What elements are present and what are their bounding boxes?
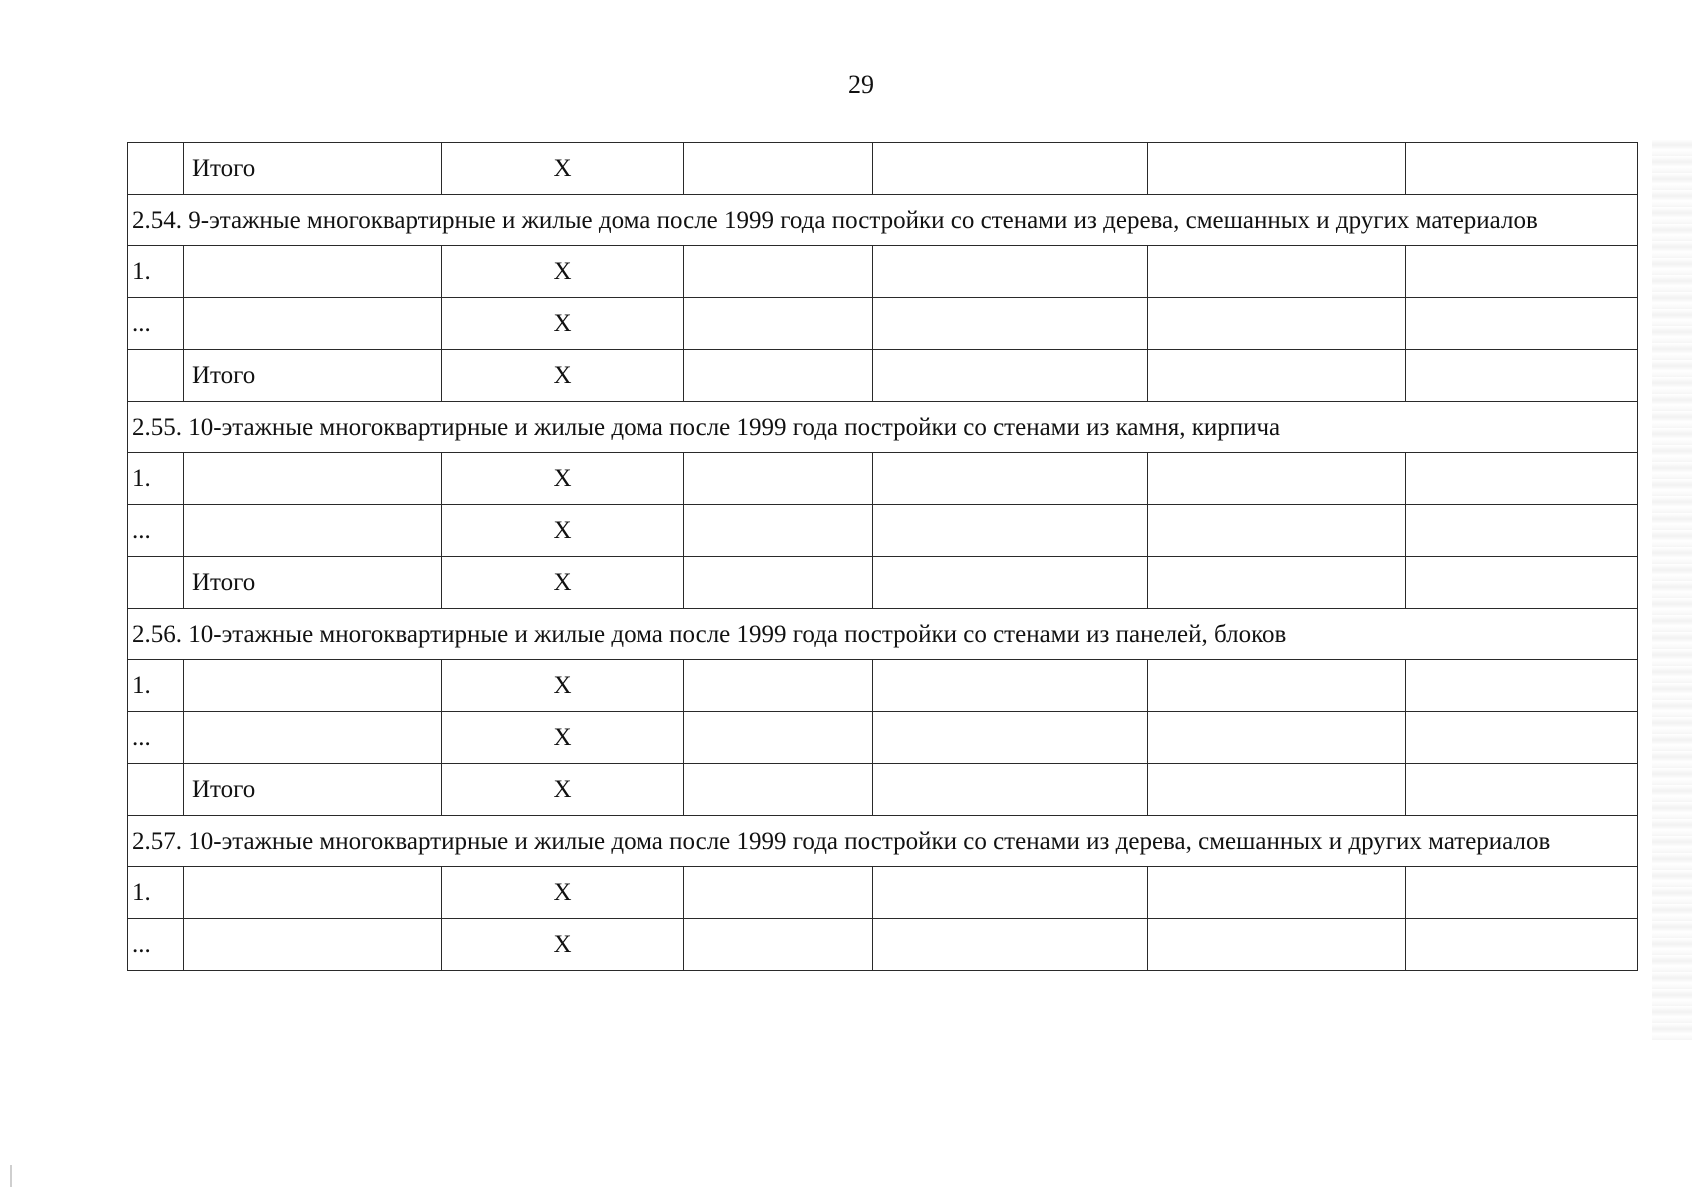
value-cell <box>1148 298 1406 350</box>
table-row-total <box>128 350 1638 402</box>
value-cell <box>1406 712 1638 764</box>
table-row <box>128 298 1638 350</box>
row-label-cell <box>184 660 442 712</box>
value-cell <box>684 505 873 557</box>
table-row <box>128 919 1638 971</box>
value-cell <box>1406 246 1638 298</box>
value-cell <box>1406 660 1638 712</box>
value-cell <box>1406 919 1638 971</box>
table-row-total <box>128 764 1638 816</box>
table-row <box>128 660 1638 712</box>
row-label-cell <box>184 867 442 919</box>
value-cell <box>873 712 1148 764</box>
row-number-cell: ... <box>128 505 184 557</box>
row-number-cell: 1. <box>128 246 184 298</box>
value-cell <box>873 505 1148 557</box>
row-number-cell <box>128 143 184 195</box>
row-label-cell: Итого <box>184 350 442 402</box>
row-number-cell: ... <box>128 712 184 764</box>
value-cell <box>684 143 873 195</box>
value-cell <box>1148 350 1406 402</box>
page-number: 29 <box>848 70 874 99</box>
value-cell <box>684 350 873 402</box>
table-row <box>128 453 1638 505</box>
value-cell <box>1148 919 1406 971</box>
value-cell <box>873 557 1148 609</box>
value-cell <box>1406 505 1638 557</box>
value-cell <box>873 660 1148 712</box>
section-title: 2.55. 10-этажные многоквартирные и жилые дома после 1999 года постройки со стенами из камня, кирпича <box>128 402 1638 453</box>
row-label-cell <box>184 712 442 764</box>
table-body <box>128 143 1638 971</box>
row-number-cell: 1. <box>128 867 184 919</box>
scan-mark-artifact <box>10 1165 12 1187</box>
value-cell <box>1406 143 1638 195</box>
value-cell <box>684 919 873 971</box>
row-label-cell: Итого <box>184 557 442 609</box>
value-cell <box>1148 867 1406 919</box>
value-cell <box>1406 350 1638 402</box>
value-cell <box>684 246 873 298</box>
value-cell <box>1406 867 1638 919</box>
value-cell <box>873 919 1148 971</box>
table-row <box>128 246 1638 298</box>
value-cell <box>873 764 1148 816</box>
value-cell <box>684 298 873 350</box>
row-mark-cell: X <box>442 867 684 919</box>
row-number-cell: ... <box>128 298 184 350</box>
row-number-cell <box>128 764 184 816</box>
table-row <box>128 867 1638 919</box>
value-cell <box>684 867 873 919</box>
row-label-cell <box>184 505 442 557</box>
value-cell <box>1406 453 1638 505</box>
row-label-cell <box>184 919 442 971</box>
row-number-cell: 1. <box>128 453 184 505</box>
section-title: 2.57. 10-этажные многоквартирные и жилые дома после 1999 года постройки со стенами из дерева, смешанных и других материалов <box>128 816 1638 867</box>
section-header-row <box>128 195 1638 246</box>
value-cell <box>684 557 873 609</box>
value-cell <box>1148 143 1406 195</box>
value-cell <box>1148 764 1406 816</box>
value-cell <box>1406 557 1638 609</box>
row-label-cell <box>184 453 442 505</box>
value-cell <box>684 453 873 505</box>
value-cell <box>684 764 873 816</box>
value-cell <box>1148 660 1406 712</box>
row-mark-cell: X <box>442 350 684 402</box>
data-table <box>127 142 1638 971</box>
row-mark-cell: X <box>442 453 684 505</box>
value-cell <box>1406 298 1638 350</box>
value-cell <box>1148 453 1406 505</box>
value-cell <box>1148 712 1406 764</box>
row-mark-cell: X <box>442 143 684 195</box>
table-row <box>128 712 1638 764</box>
value-cell <box>873 867 1148 919</box>
section-title: 2.56. 10-этажные многоквартирные и жилые дома после 1999 года постройки со стенами из панелей, блоков <box>128 609 1638 660</box>
section-title: 2.54. 9-этажные многоквартирные и жилые дома после 1999 года постройки со стенами из дерева, смешанных и других материалов <box>128 195 1638 246</box>
row-mark-cell: X <box>442 660 684 712</box>
row-mark-cell: X <box>442 557 684 609</box>
value-cell <box>873 350 1148 402</box>
value-cell <box>873 298 1148 350</box>
value-cell <box>1406 764 1638 816</box>
row-label-cell: Итого <box>184 764 442 816</box>
row-label-cell <box>184 246 442 298</box>
value-cell <box>873 143 1148 195</box>
row-mark-cell: X <box>442 919 684 971</box>
value-cell <box>873 453 1148 505</box>
value-cell <box>1148 557 1406 609</box>
section-header-row <box>128 816 1638 867</box>
value-cell <box>873 246 1148 298</box>
scan-edge-artifact <box>1652 140 1692 1040</box>
table-row-total <box>128 143 1638 195</box>
row-mark-cell: X <box>442 505 684 557</box>
section-header-row <box>128 609 1638 660</box>
value-cell <box>684 660 873 712</box>
table-row-total <box>128 557 1638 609</box>
section-header-row <box>128 402 1638 453</box>
row-number-cell <box>128 557 184 609</box>
row-mark-cell: X <box>442 246 684 298</box>
row-number-cell: 1. <box>128 660 184 712</box>
value-cell <box>684 712 873 764</box>
value-cell <box>1148 505 1406 557</box>
row-mark-cell: X <box>442 298 684 350</box>
row-number-cell: ... <box>128 919 184 971</box>
row-label-cell: Итого <box>184 143 442 195</box>
row-number-cell <box>128 350 184 402</box>
row-mark-cell: X <box>442 712 684 764</box>
value-cell <box>1148 246 1406 298</box>
row-mark-cell: X <box>442 764 684 816</box>
table-row <box>128 505 1638 557</box>
row-label-cell <box>184 298 442 350</box>
